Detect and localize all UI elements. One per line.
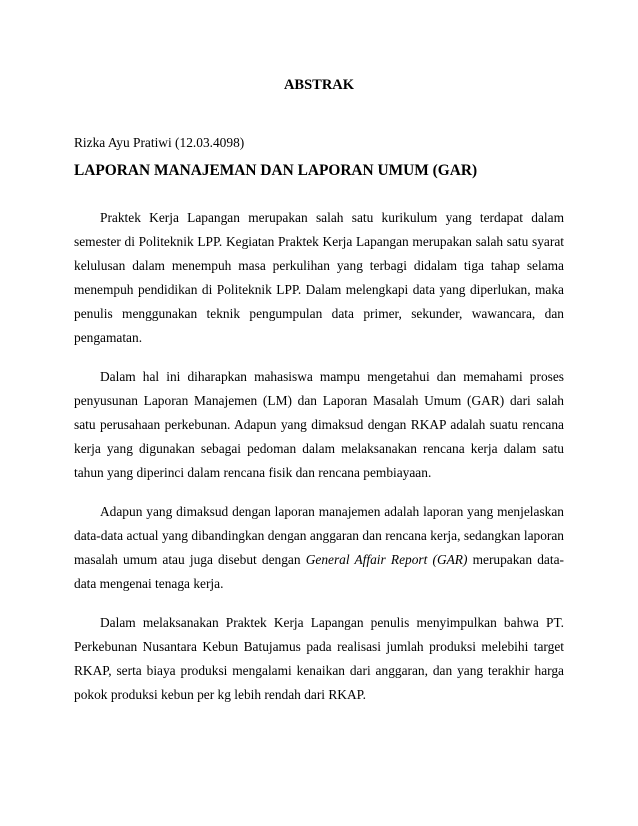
paragraph-3-text-end: merupakan data-data mengenai tenaga kerja.: [74, 552, 564, 591]
paragraph-3: [74, 500, 564, 596]
paragraph-1: Praktek Kerja Lapangan merupakan salah satu kurikulum yang terdapat dalam semester di Politeknik LPP. Kegiatan Praktek Kerja Lapangan merupakan salah satu syarat kelulusan dalam menempuh masa perkulihan yang terbagi didalam tiga tahap selama menempuh pendidikan di Politeknik LPP. Dalam melengkapi data yang diperlukan, maka penulis menggunakan teknik pengumpulan data primer, sekunder, wawancara, dan pengamatan.: [74, 210, 564, 345]
paragraph-4: Dalam melaksanakan Praktek Kerja Lapangan penulis menyimpulkan bahwa PT. Perkebunan Nusantara Kebun Batujamus pada realisasi jumlah produksi melebihi target RKAP, serta biaya produksi mengalami kenaikan dari anggaran, dan yang terakhir harga pokok produksi kebun per kg lebih rendah dari RKAP.: [74, 615, 564, 702]
paragraph-2: Dalam hal ini diharapkan mahasiswa mampu mengetahui dan memahami proses penyusunan Laporan Manajemen (LM) dan Laporan Masalah Umum (GAR) dari salah satu perusahaan perkebunan. Adapun yang dimaksud dengan RKAP adalah suatu rencana kerja yang digunakan sebagai pedoman dalam melaksanakan rencana kerja dalam satu tahun yang diperinci dalam rencana fisik dan rencana pembiayaan.: [74, 369, 564, 480]
report-title: LAPORAN MANAJEMAN DAN LAPORAN UMUM (GAR): [74, 162, 478, 179]
abstract-body: [74, 206, 564, 722]
author-line: Rizka Ayu Pratiwi (12.03.4098): [74, 135, 245, 150]
paragraph-3-text-start: Adapun yang dimaksud dengan laporan manajemen adalah laporan yang menjelaskan data-data actual yang dibandingkan dengan anggaran dan rencana kerja, sedangkan laporan masalah umum atau juga disebut dengan: [74, 504, 564, 567]
paragraph-3-italic-term: General Affair Report (GAR): [305, 552, 468, 567]
abstract-heading: ABSTRAK: [283, 77, 355, 93]
